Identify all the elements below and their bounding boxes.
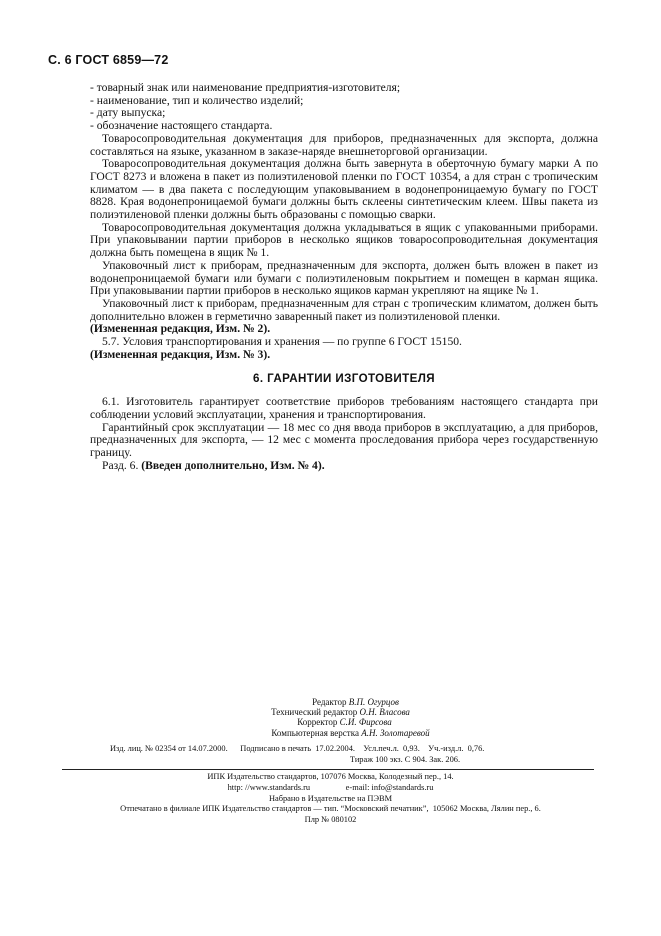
- amendment-note: (Измененная редакция, Изм. № 2).: [90, 322, 271, 336]
- corrector-name: С.И. Фирсова: [339, 717, 392, 728]
- paragraph-wrapping: Товаросопроводительная документация должна быть завернута в оберточную бумагу марки А по ГОСТ 8273 и вложена в пакет из полиэтиленовой пленки по ГОСТ 10354, а для стран с тропическим климатом — в два пакета с последующим упаковыванием в водонепроницаемую бумагу по ГОСТ 8828. Края водонепроницаемой бумаги должны быть склеены синтетическим клеем. Швы пакета из полиэтиленовой пленки должны быть образованы с помощью сварки.: [90, 157, 598, 222]
- footer-line: Отпечатано в филиале ИПК Издательство стандартов — тип. “Московский печатник”, 105062 Москва, Лялин пер., 6.: [120, 804, 541, 814]
- paragraph-section-note: [90, 460, 598, 473]
- paragraph-tropical: Упаковочный лист к приборам, предназначенным для стран с тропическим климатом, должен быть дополнительно вложен в герметично заваренный пакет из полиэтиленовой пленки.: [90, 296, 598, 323]
- list-item: - обозначение настоящего стандарта.: [90, 119, 273, 133]
- list-item: - товарный знак или наименование предприятия-изготовителя;: [90, 81, 401, 94]
- section-title: 6. ГАРАНТИИ ИЗГОТОВИТЕЛЯ: [253, 372, 435, 386]
- imprint-block: [110, 743, 590, 765]
- section-note-prefix: Разд. 6.: [102, 458, 142, 472]
- editor-name: В.П. Огурцов: [348, 697, 399, 707]
- footer-line: http: //www.standards.ru e-mail: info@standards.ru: [227, 782, 434, 792]
- paragraph-packing-list: Упаковочный лист к приборам, предназначенным для экспорта, должен быть вложен в пакет из водонепроницаемой бумаги или бумаги с полиэтиленовым покрытием и помещен в карман ящика. При упаковывании партии приборов в несколько ящиков карман укрепляют на ящике № 1.: [90, 258, 598, 298]
- layout-label: Компьютерная верстка: [271, 727, 359, 738]
- paragraph-export-docs: Товаросопроводительная документация для приборов, предназначенных для экспорта, должна составляться на языке, указанном в заказе-наряде внешнеторговой организации.: [90, 131, 598, 158]
- tech-editor-name: О.Н. Власова: [359, 707, 410, 718]
- publisher-footer: [40, 772, 621, 826]
- editor-label: Редактор: [312, 697, 347, 707]
- document-body: [90, 82, 598, 472]
- footer-line: ИПК Издательство стандартов, 107076 Москва, Колодезный пер., 14.: [207, 772, 454, 781]
- section-note-amendment: (Введен дополнительно, Изм. № 4).: [141, 458, 325, 472]
- tech-editor-label: Технический редактор: [271, 707, 358, 718]
- layout-name: А.Н. Золотаревой: [361, 727, 430, 738]
- corrector-label: Корректор: [297, 717, 338, 728]
- list-item: - наименование, тип и количество изделий;: [90, 93, 304, 107]
- page-header: С. 6 ГОСТ 6859—72: [48, 53, 169, 67]
- list-item: - дату выпуска;: [90, 106, 166, 120]
- paragraph-box-placement: Товаросопроводительная документация должна укладываться в ящик с упакованными приборами. При упаковывании партии приборов в несколько ящиков товаросопроводительная документация должна быть помещена в ящик № 1.: [90, 220, 598, 260]
- divider: [62, 769, 594, 770]
- footer-line: Плр № 080102: [304, 815, 357, 825]
- paragraph-guarantee: 6.1. Изготовитель гарантирует соответствие приборов требованиям настоящего стандарта при соблюдении условий эксплуатации, хранения и транспортирования.: [90, 395, 598, 421]
- imprint-row: Тираж 100 экз. С 904. Зак. 206.: [349, 755, 461, 764]
- paragraph-warranty-period: Гарантийный срок эксплуатации — 18 мес со дня ввода приборов в эксплуатацию, а для приборов, предназначенных для экспорта, — 12 мес с момента проследования прибора через государственную границу.: [90, 420, 598, 459]
- footer-line: Набрано в Издательстве на ПЭВМ: [268, 793, 393, 803]
- credits-block: [0, 697, 661, 738]
- imprint-row: Изд. лиц. № 02354 от 14.07.2000. Подписано в печать 17.02.2004. Усл.печ.л. 0,93. Уч.-изд.л. 0,76.: [110, 744, 485, 753]
- paragraph-transport: 5.7. Условия транспортирования и хранения — по группе 6 ГОСТ 15150.: [102, 335, 462, 349]
- amendment-note: (Измененная редакция, Изм. № 3).: [90, 347, 271, 361]
